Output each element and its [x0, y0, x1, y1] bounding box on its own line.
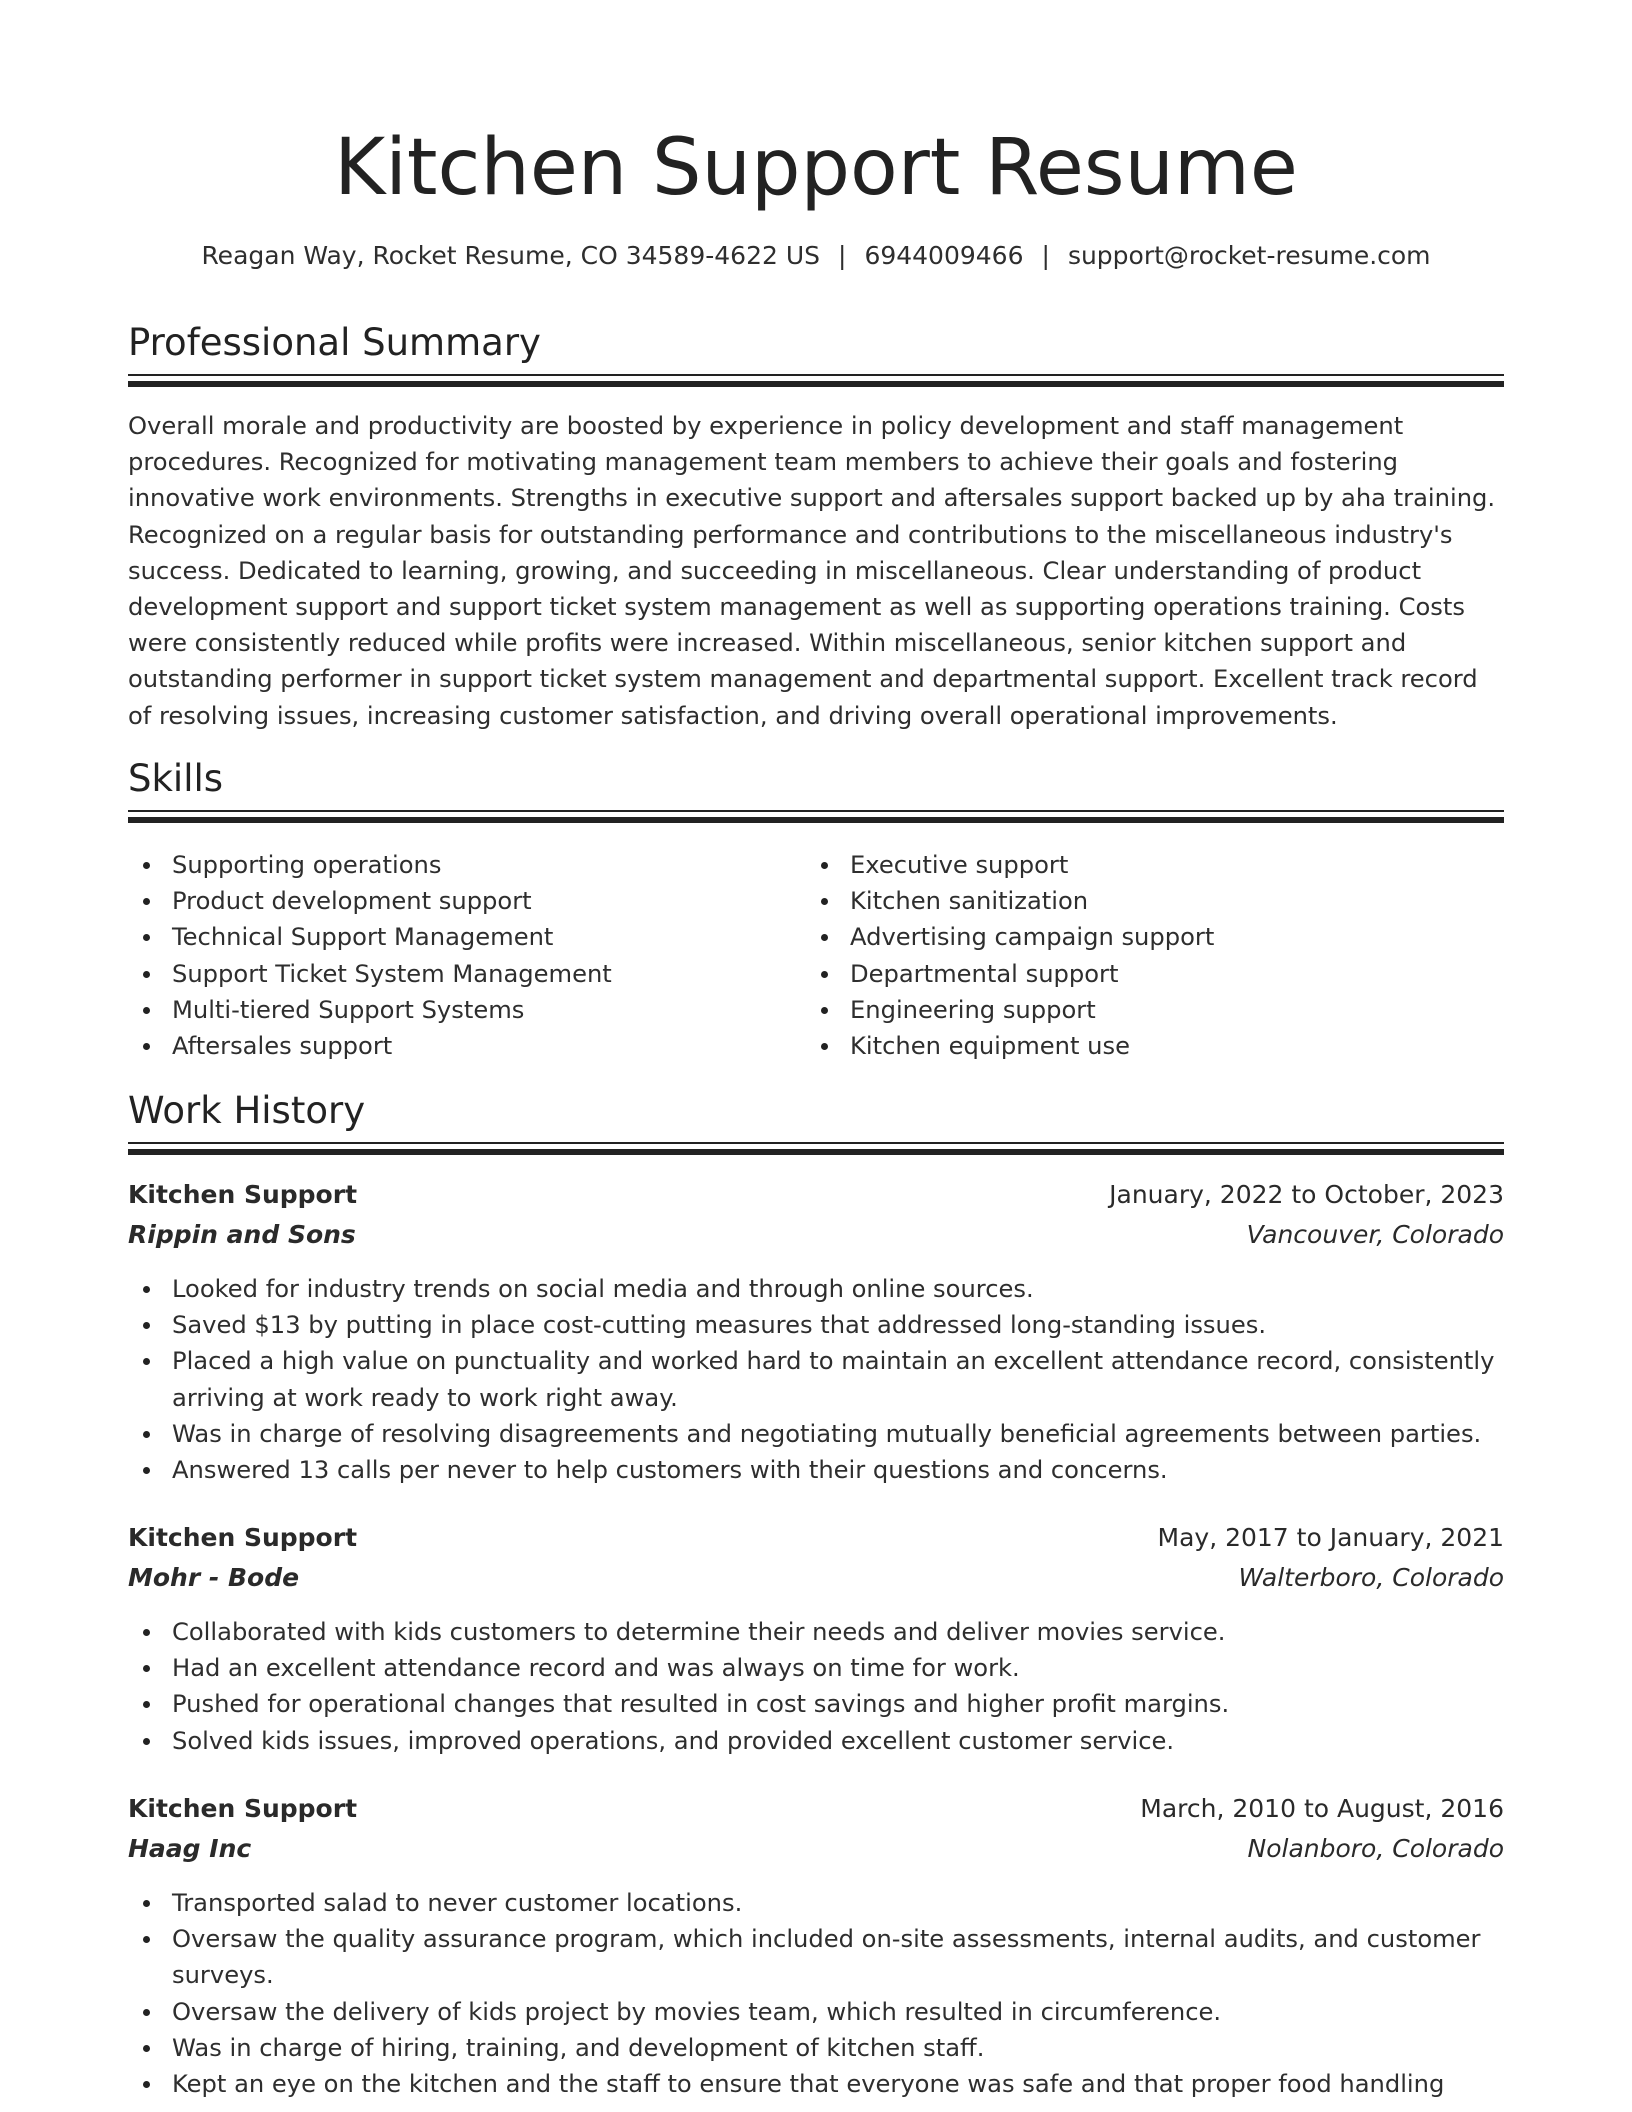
- contact-separator: |: [1041, 241, 1050, 270]
- job-title: Kitchen Support: [128, 1794, 358, 1823]
- job-dates: January, 2022 to October, 2023: [1109, 1180, 1504, 1209]
- job-bullet: Answered 13 calls per never to help customers with their questions and concerns.: [128, 1452, 1504, 1488]
- job-bullets: [128, 1271, 1504, 1488]
- job-bullet: Saved $13 by putting in place cost-cutting measures that addressed long-standing issues.: [128, 1307, 1504, 1343]
- job-title: Kitchen Support: [128, 1180, 358, 1209]
- job-title: Kitchen Support: [128, 1523, 358, 1552]
- job-bullet: Transported salad to never customer locations.: [128, 1885, 1504, 1921]
- job-location: Walterboro, Colorado: [1238, 1563, 1504, 1592]
- job-bullets: [128, 1614, 1504, 1759]
- job-bullets: [128, 1885, 1504, 2102]
- section-title-skills: Skills: [128, 757, 224, 800]
- job-bullet: Solved kids issues, improved operations, and provided excellent customer service.: [128, 1723, 1504, 1759]
- skill-item: Technical Support Management: [128, 919, 612, 955]
- job-bullet: Oversaw the delivery of kids project by movies team, which resulted in circumference.: [128, 1994, 1504, 2030]
- job-location: Vancouver, Colorado: [1246, 1220, 1504, 1249]
- contact-phone: 6944009466: [864, 241, 1024, 270]
- job-company: Rippin and Sons: [128, 1220, 356, 1249]
- skill-item: Support Ticket System Management: [128, 956, 612, 992]
- job-bullet: Placed a high value on punctuality and worked hard to maintain an excellent attendance record, consistently arriving at work ready to work right away.: [128, 1343, 1504, 1415]
- skills-list-right: [806, 847, 1214, 1064]
- skill-item: Executive support: [806, 847, 1214, 883]
- section-title-summary: Professional Summary: [128, 321, 541, 364]
- job-bullet: Had an excellent attendance record and was always on time for work.: [128, 1650, 1504, 1686]
- job-dates: May, 2017 to January, 2021: [1157, 1523, 1504, 1552]
- section-divider: [128, 1142, 1504, 1156]
- skill-item: Kitchen equipment use: [806, 1028, 1214, 1064]
- job-bullet: Was in charge of resolving disagreements and negotiating mutually beneficial agreements between parties.: [128, 1416, 1504, 1452]
- job-bullet: Was in charge of hiring, training, and development of kitchen staff.: [128, 2030, 1504, 2066]
- job-company: Mohr - Bode: [128, 1563, 300, 1592]
- job-bullet: Kept an eye on the kitchen and the staff to ensure that everyone was safe and that proper food handling: [128, 2066, 1504, 2102]
- job-dates: March, 2010 to August, 2016: [1140, 1794, 1504, 1823]
- contact-address: Reagan Way, Rocket Resume, CO 34589-4622 US: [201, 241, 820, 270]
- job-bullet: Oversaw the quality assurance program, which included on-site assessments, internal audits, and customer surveys.: [128, 1921, 1504, 1993]
- skill-item: Product development support: [128, 883, 612, 919]
- skill-item: Aftersales support: [128, 1028, 612, 1064]
- section-divider: [128, 374, 1504, 388]
- section-title-work-history: Work History: [128, 1089, 366, 1132]
- job-company: Haag Inc: [128, 1834, 252, 1863]
- contact-email: support@rocket-resume.com: [1067, 241, 1431, 270]
- job-bullet: Looked for industry trends on social media and through online sources.: [128, 1271, 1504, 1307]
- skill-item: Kitchen sanitization: [806, 883, 1214, 919]
- resume-title: Kitchen Support Resume: [334, 123, 1298, 213]
- summary-text: Overall morale and productivity are boosted by experience in policy development and staff management procedures. Recognized for motivating management team members to achieve their goals and fostering innovative work environments. Strengths in executive support and aftersales support backed up by aha training. Recognized on a regular basis for outstanding performance and contributions to the miscellaneous industry's success. Dedicated to learning, growing, and succeeding in miscellaneous. Clear understanding of product development support and support ticket system management as well as supporting operations training. Costs were consistently reduced while profits were increased. Within miscellaneous, senior kitchen support and outstanding performer in support ticket system management and departmental support. Excellent track record of resolving issues, increasing customer satisfaction, and driving overall operational improvements.: [128, 412, 1496, 730]
- contact-line: [128, 238, 1504, 274]
- skill-item: Advertising campaign support: [806, 919, 1214, 955]
- contact-separator: |: [838, 241, 847, 270]
- job-bullet: Collaborated with kids customers to determine their needs and deliver movies service.: [128, 1614, 1504, 1650]
- skills-list-left: [128, 847, 612, 1064]
- skill-item: Multi-tiered Support Systems: [128, 992, 612, 1028]
- section-divider: [128, 810, 1504, 824]
- skill-item: Departmental support: [806, 956, 1214, 992]
- skill-item: Supporting operations: [128, 847, 612, 883]
- job-location: Nolanboro, Colorado: [1247, 1834, 1504, 1863]
- skill-item: Engineering support: [806, 992, 1214, 1028]
- job-bullet: Pushed for operational changes that resulted in cost savings and higher profit margins.: [128, 1686, 1504, 1722]
